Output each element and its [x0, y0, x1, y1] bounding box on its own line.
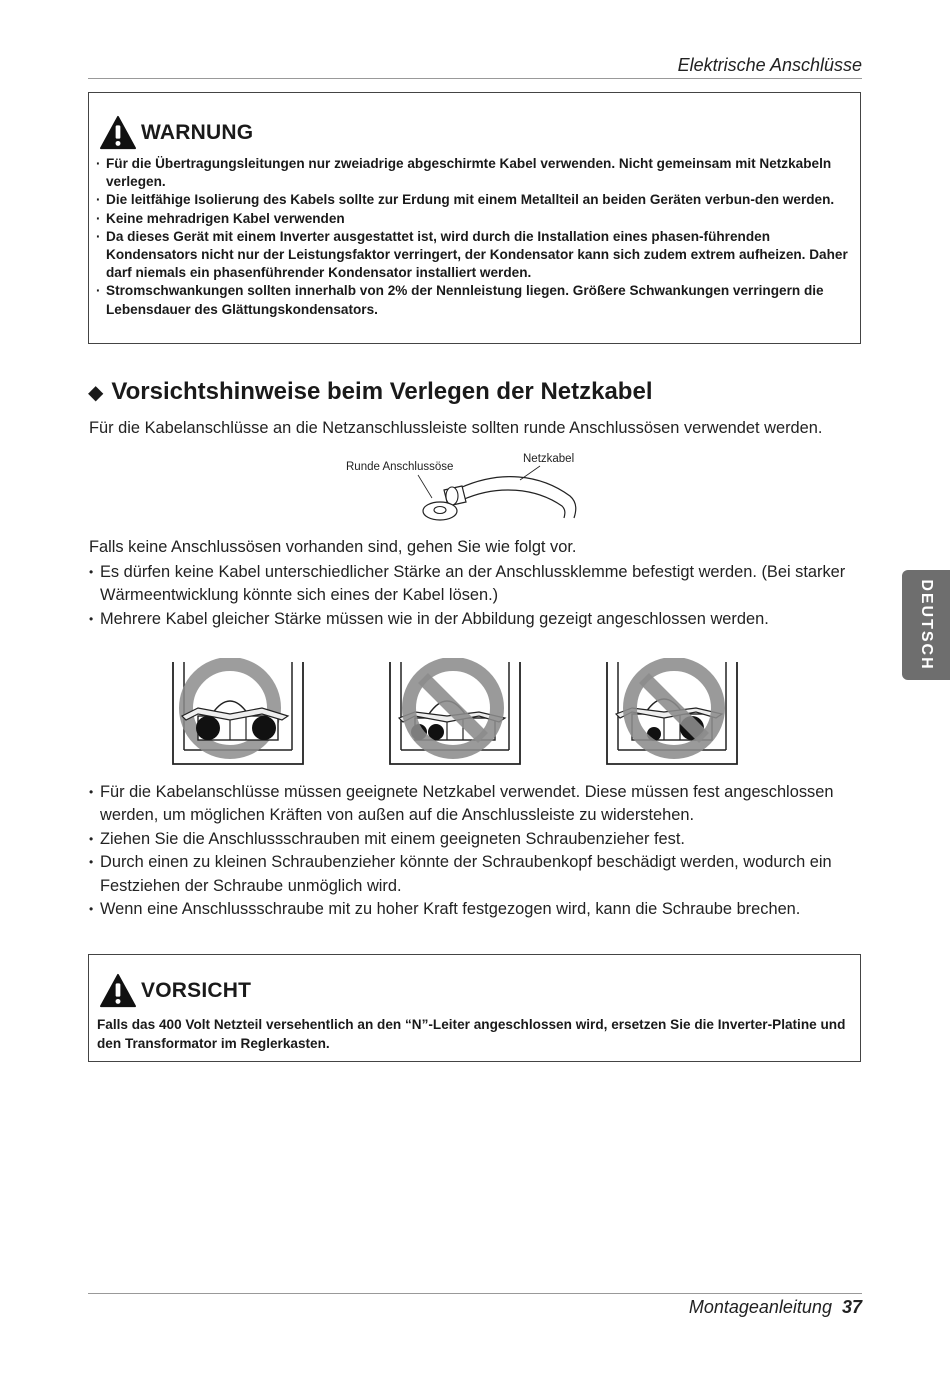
instruction-list-1: [89, 561, 868, 631]
ring-hole: [434, 507, 446, 514]
page-header-title: Elektrische Anschlüsse: [677, 55, 862, 75]
warning-item: · Für die Übertragungsleitungen nur zweiadrige abgeschirmte Kabel verwenden. Nicht gemeinsam mit Netzkabeln verlegen.: [95, 155, 852, 191]
lug-label: Runde Anschlussöse: [346, 461, 454, 473]
instruction-list-2: [89, 781, 868, 921]
language-tab: [902, 570, 950, 680]
section-intro: Für die Kabelanschlüsse an die Netzanschlussleiste sollten runde Anschlussösen verwendet werden.: [89, 419, 823, 437]
footer-divider: [88, 1293, 862, 1294]
warning-triangle-icon: [99, 115, 137, 151]
ring-terminal-diagram: [340, 448, 600, 528]
footer: [689, 1297, 862, 1318]
warning-item: · Die leitfähige Isolierung des Kabels sollte zur Erdung mit einem Metallteil an beiden Geräten verbun-den werden.: [95, 191, 852, 209]
caution-title: VORSICHT: [141, 979, 252, 1002]
wire-cross-section: [252, 716, 276, 740]
list-item: • Ziehen Sie die Anschlussschrauben mit einem geeigneten Schraubenzieher fest.: [89, 828, 868, 851]
warning-heading: [99, 115, 253, 151]
terminal-figure-1: [170, 658, 306, 768]
cable-outline-bottom: [462, 490, 565, 518]
warning-item: · Keine mehradrigen Kabel verwenden: [95, 210, 852, 228]
footer-title: Montageanleitung: [688, 1297, 832, 1317]
section-note: Falls keine Anschlussösen vorhanden sind, gehen Sie wie folgt vor.: [89, 538, 577, 556]
diamond-bullet-icon: ◆: [88, 381, 104, 404]
wire-cross-section: [196, 716, 220, 740]
warning-item: · Stromschwankungen sollten innerhalb von 2% der Nennleistung liegen. Größere Schwankungen verringern die Lebensdauer des Glättungskondensators.: [95, 282, 852, 318]
caution-text: Falls das 400 Volt Netzteil versehentlich an den “N”-Leiter angeschlossen wird, ersetzen Sie die Inverter-Platine und den Transformator im Reglerkasten.: [97, 1017, 846, 1051]
terminal-figure-2: [387, 658, 523, 768]
lug-leader-line: [418, 475, 432, 498]
crimp-barrel-end: [446, 487, 458, 505]
page-number: 37: [841, 1297, 862, 1317]
caution-heading: [99, 973, 251, 1009]
list-item: • Es dürfen keine Kabel unterschiedlicher Stärke an der Anschlussklemme befestigt werden. (Bei starker Wärmeentwicklung könnte sich eines der Kabel lösen.): [89, 561, 868, 608]
list-item: • Mehrere Kabel gleicher Stärke müssen wie in der Abbildung gezeigt angeschlossen werden.: [89, 608, 868, 631]
language-tab-label: DEUTSCH: [918, 579, 935, 671]
list-item: • Für die Kabelanschlüsse müssen geeignete Netzkabel verwendet. Diese müssen fest angeschlossen werden, um möglichen Kräften von außen auf die Anschlussleiste zu widerstehen.: [89, 781, 868, 828]
cable-outline-top: [460, 477, 576, 518]
warning-triangle-icon: [99, 973, 137, 1009]
section-title: [88, 378, 652, 406]
warning-list: [95, 155, 852, 319]
warning-title: WARNUNG: [141, 121, 254, 144]
list-item: • Wenn eine Anschlussschraube mit zu hoher Kraft festgezogen wird, kann die Schraube brechen.: [89, 898, 868, 921]
header-divider: [88, 78, 862, 79]
cable-label: Netzkabel: [523, 453, 575, 465]
warning-box: [88, 92, 861, 344]
warning-item: · Da dieses Gerät mit einem Inverter ausgestattet ist, wird durch die Installation eines phasen-führenden Kondensators nicht nur der Leistungsfaktor verringert, der Kondensator kann sich zudem extrem aufheizen. Daher darf niemals ein phasenführender Kondensator installiert werden.: [95, 228, 852, 283]
terminal-figure-3: [604, 658, 740, 768]
caution-box: [88, 954, 861, 1062]
section-title-text: Vorsichtshinweise beim Verlegen der Netzkabel: [111, 378, 653, 405]
list-item: • Durch einen zu kleinen Schraubenzieher könnte der Schraubenkopf beschädigt werden, wodurch ein Festziehen der Schraube unmöglich wird.: [89, 851, 868, 898]
